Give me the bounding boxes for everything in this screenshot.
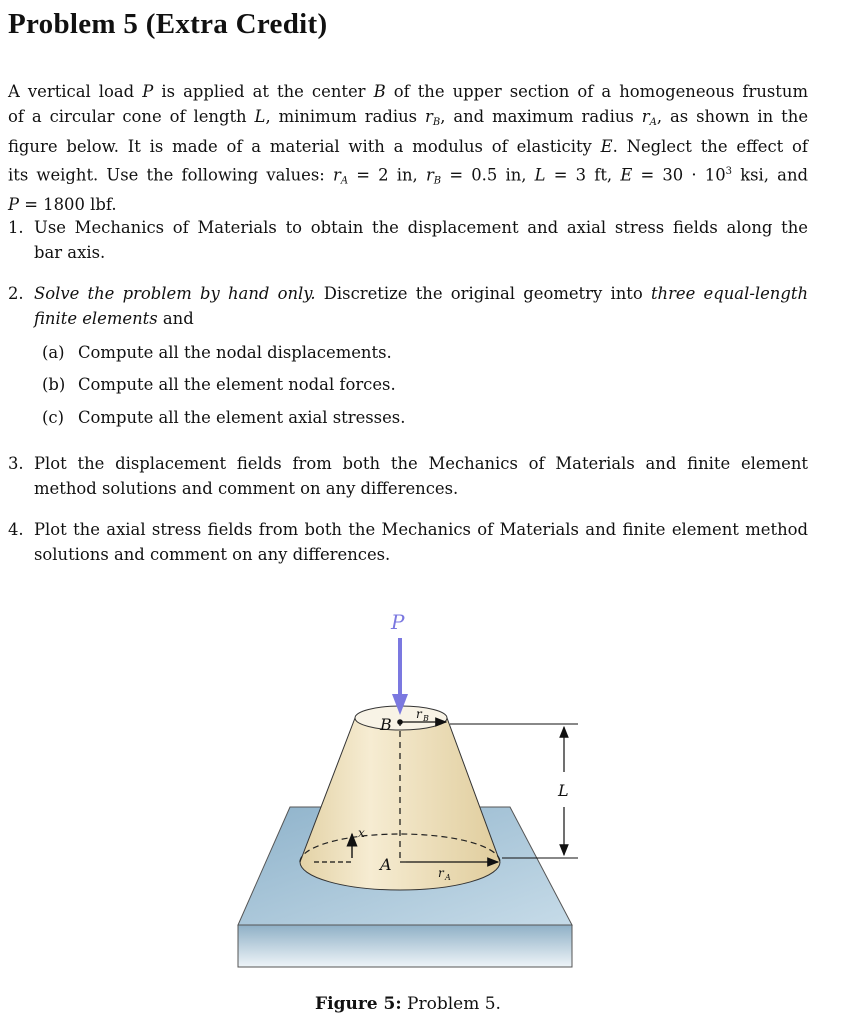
- problem-title: Problem 5 (Extra Credit): [8, 8, 328, 40]
- point-b: [397, 719, 403, 725]
- length-label: L: [558, 781, 569, 800]
- subquestion-c: (c) Compute all the element axial stresses.: [42, 408, 406, 427]
- question-text: method solutions and comment on any differences.: [34, 478, 459, 498]
- question-number: 1.: [8, 218, 24, 237]
- statement-line-3: figure below. It is made of a material with a modulus of elasticity E. Neglect the effect of: [8, 137, 808, 156]
- radius-a-label: r: [438, 866, 444, 880]
- radius-b-subscript: B: [423, 714, 429, 723]
- question-text: solutions and comment on any differences.: [34, 544, 391, 564]
- point-a-label: A: [380, 855, 392, 874]
- question-1: [8, 216, 808, 265]
- question-text: Plot the displacement fields from both the Mechanics of Materials and finite element: [34, 454, 808, 473]
- caption-text: Problem 5.: [401, 994, 501, 1014]
- load-label: P: [391, 610, 405, 634]
- statement-line-5: P = 1800 lbf.: [8, 195, 117, 215]
- problem-statement: [8, 80, 808, 218]
- base-plate-front: [238, 925, 572, 967]
- radius-a-subscript: A: [445, 873, 451, 882]
- radius-b-label: r: [416, 707, 422, 721]
- statement-line-2: of a circular cone of length L, minimum radius $r_B$, and maximum radius $r_A$, as shown in the: [8, 106, 809, 128]
- subquestion-b: (b) Compute all the element nodal forces.: [42, 375, 396, 394]
- question-number: 2.: [8, 284, 24, 303]
- x-axis-label: x: [358, 826, 365, 840]
- question-3: [8, 452, 808, 501]
- subquestion-a: (a) Compute all the nodal displacements.: [42, 343, 392, 362]
- question-text: Use Mechanics of Materials to obtain the displacement and axial stress fields along the: [34, 218, 808, 237]
- caption-label: Figure 5:: [315, 994, 402, 1014]
- question-4: [8, 518, 808, 567]
- point-b-label: B: [380, 715, 392, 734]
- question-number: 3.: [8, 454, 24, 473]
- question-text: bar axis.: [34, 242, 106, 262]
- question-text: finite elements and: [34, 308, 194, 328]
- figure-caption: [0, 994, 816, 1014]
- question-2: [8, 282, 808, 331]
- question-text: Plot the axial stress fields from both the Mechanics of Materials and finite element method: [34, 520, 808, 539]
- statement-line-4: its weight. Use the following values: $r_A = 2$ in, $r_B = 0.5$ in, L = 3 ft, $E = 30 \cdot 10^3$ ksi, and: [8, 164, 809, 186]
- statement-line-1: A vertical load P is applied at the center B of the upper section of a homogeneous frustum: [8, 82, 808, 101]
- question-text: Solve the problem by hand only. Discretize the original geometry into three equal-length: [34, 284, 808, 303]
- question-number: 4.: [8, 520, 24, 539]
- frustum-figure: [230, 600, 590, 975]
